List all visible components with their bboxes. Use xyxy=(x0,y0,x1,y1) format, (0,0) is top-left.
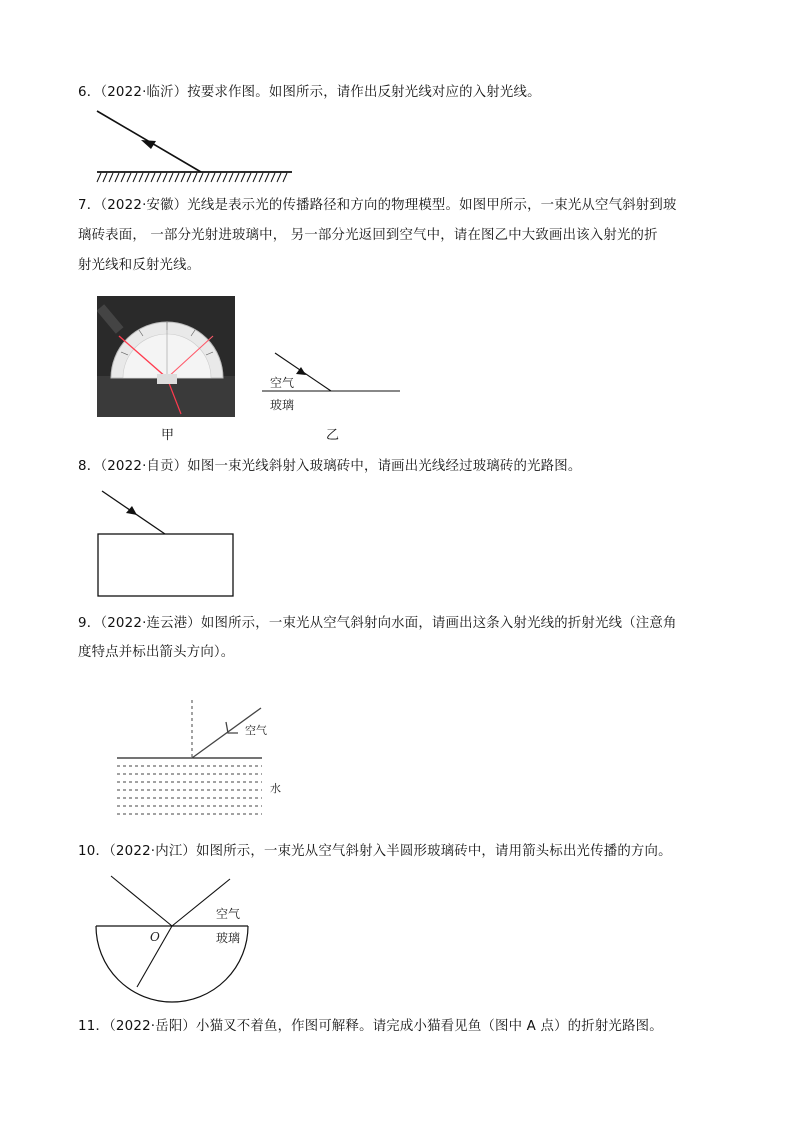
question-8-text: 8．（2022·自贡）如图一束光线斜射入玻璃砖中，请画出光线经过玻璃砖的光路图。 xyxy=(78,459,582,474)
question-6-text: 6．（2022·临沂）按要求作图。如图所示，请作出反射光线对应的入射光线。 xyxy=(78,85,541,100)
question-9-line-1: 9．（2022·连云港）如图所示，一束光从空气斜射向水面，请画出这条入射光线的折射光线（注意角 xyxy=(78,616,677,631)
q9-air-label: 空气 xyxy=(245,724,267,737)
q10-glass-label: 玻璃 xyxy=(216,931,241,945)
q7-fig-yi-caption: 乙 xyxy=(326,428,340,443)
question-11-text: 11．（2022·岳阳）小猫叉不着鱼，作图可解释。请完成小猫看见鱼（图中 A 点）的折射光路图。 xyxy=(78,1019,663,1034)
question-10-text: 10．（2022·内江）如图所示，一束光从空气斜射入半圆形玻璃砖中，请用箭头标出光传播的方向。 xyxy=(78,844,672,859)
q10-air-label: 空气 xyxy=(216,907,241,921)
q7-fig-jia-caption: 甲 xyxy=(161,428,175,443)
question-9-line-2: 度特点并标出箭头方向）。 xyxy=(78,645,235,660)
q10-center-label: O xyxy=(150,930,160,944)
q9-water-label: 水 xyxy=(270,782,281,795)
question-7-line-3: 射光线和反射光线。 xyxy=(78,258,201,273)
q7-air-label: 空气 xyxy=(270,376,295,390)
question-7-line-2: 璃砖表面， 一部分光射进玻璃中， 另一部分光返回到空气中，请在图乙中大致画出该入射光的折 xyxy=(78,228,658,243)
q7-glass-label: 玻璃 xyxy=(270,398,295,412)
question-7-line-1: 7．（2022·安徽）光线是表示光的传播路径和方向的物理模型。如图甲所示，一束光从空气斜射到玻 xyxy=(78,198,677,213)
